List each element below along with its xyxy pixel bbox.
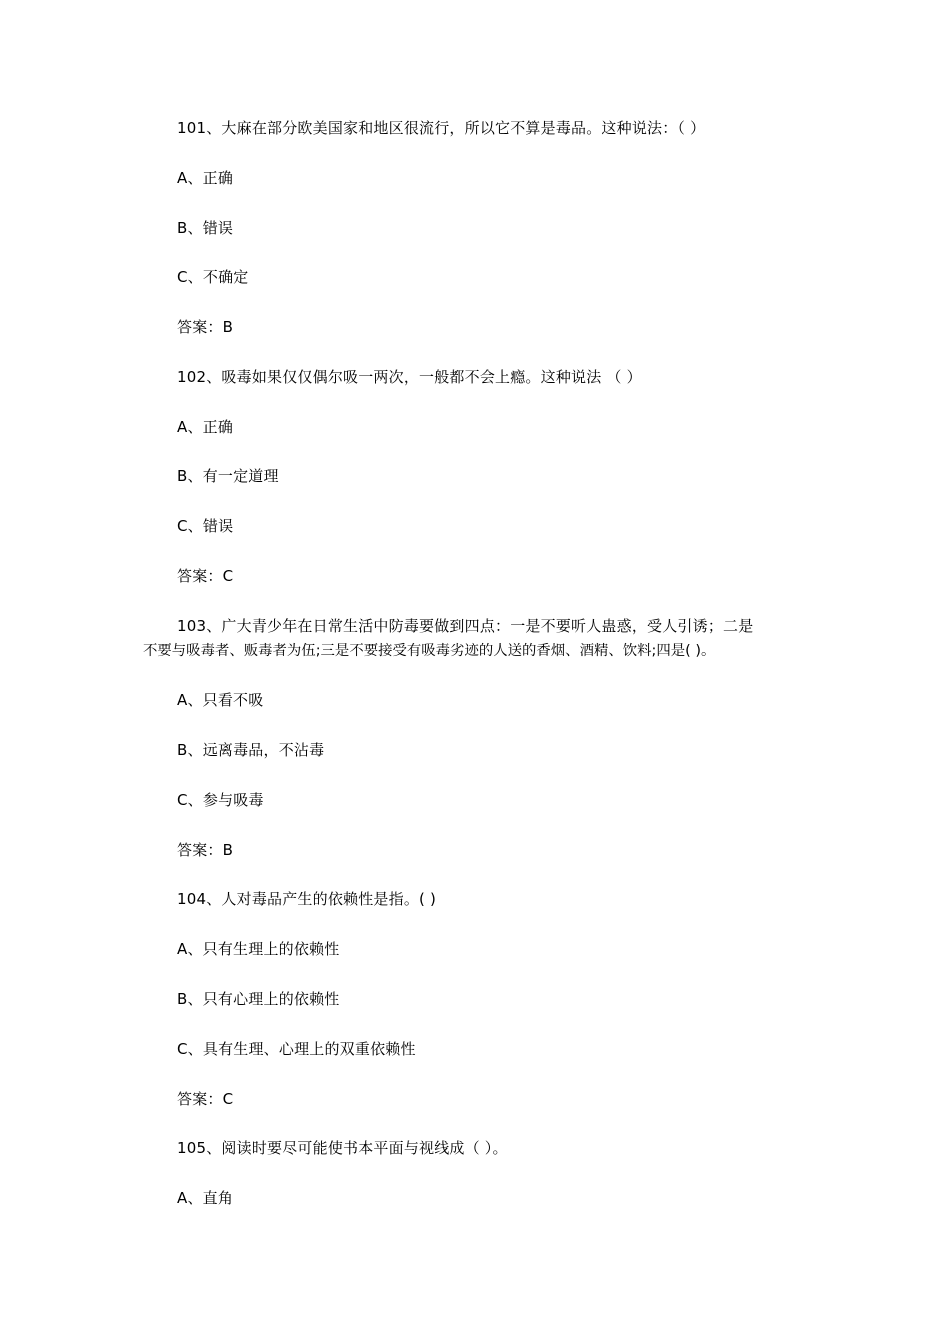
question-102-answer: 答案：C — [177, 567, 234, 585]
question-101-option-c: C、不确定 — [177, 268, 249, 286]
question-104-answer: 答案：C — [177, 1090, 234, 1108]
question-101-option-b: B、错误 — [177, 219, 234, 237]
question-103-option-c: C、参与吸毒 — [177, 791, 264, 809]
question-102-option-c: C、错误 — [177, 517, 234, 535]
question-104-stem: 104、人对毒品产生的依赖性是指。( ) — [177, 890, 437, 908]
question-103-answer: 答案：B — [177, 841, 234, 859]
question-103-stem-line-1: 103、广大青少年在日常生活中防毒要做到四点：一是不要听人蛊惑，受人引诱；二是 — [177, 617, 754, 635]
question-103-option-b: B、远离毒品，不沾毒 — [177, 741, 325, 759]
question-104-option-a: A、只有生理上的依赖性 — [177, 940, 340, 958]
question-101-answer: 答案：B — [177, 318, 234, 336]
question-101-option-a: A、正确 — [177, 169, 234, 187]
question-104-option-b: B、只有心理上的依赖性 — [177, 990, 340, 1008]
question-101-stem: 101、大麻在部分欧美国家和地区很流行，所以它不算是毒品。这种说法：（ ） — [177, 119, 706, 137]
question-102-option-a: A、正确 — [177, 418, 234, 436]
question-104-option-c: C、具有生理、心理上的双重依赖性 — [177, 1040, 416, 1058]
question-102-option-b: B、有一定道理 — [177, 467, 279, 485]
question-105-option-a: A、直角 — [177, 1189, 234, 1207]
question-105-stem: 105、阅读时要尽可能使书本平面与视线成（ ）。 — [177, 1139, 508, 1157]
question-102-stem: 102、吸毒如果仅仅偶尔吸一两次，一般都不会上瘾。这种说法 （ ） — [177, 368, 642, 386]
question-103-stem-line-2: 不要与吸毒者、贩毒者为伍;三是不要接受有吸毒劣迹的人送的香烟、酒精、饮料;四是( )。 — [143, 643, 716, 659]
question-103-option-a: A、只看不吸 — [177, 691, 264, 709]
